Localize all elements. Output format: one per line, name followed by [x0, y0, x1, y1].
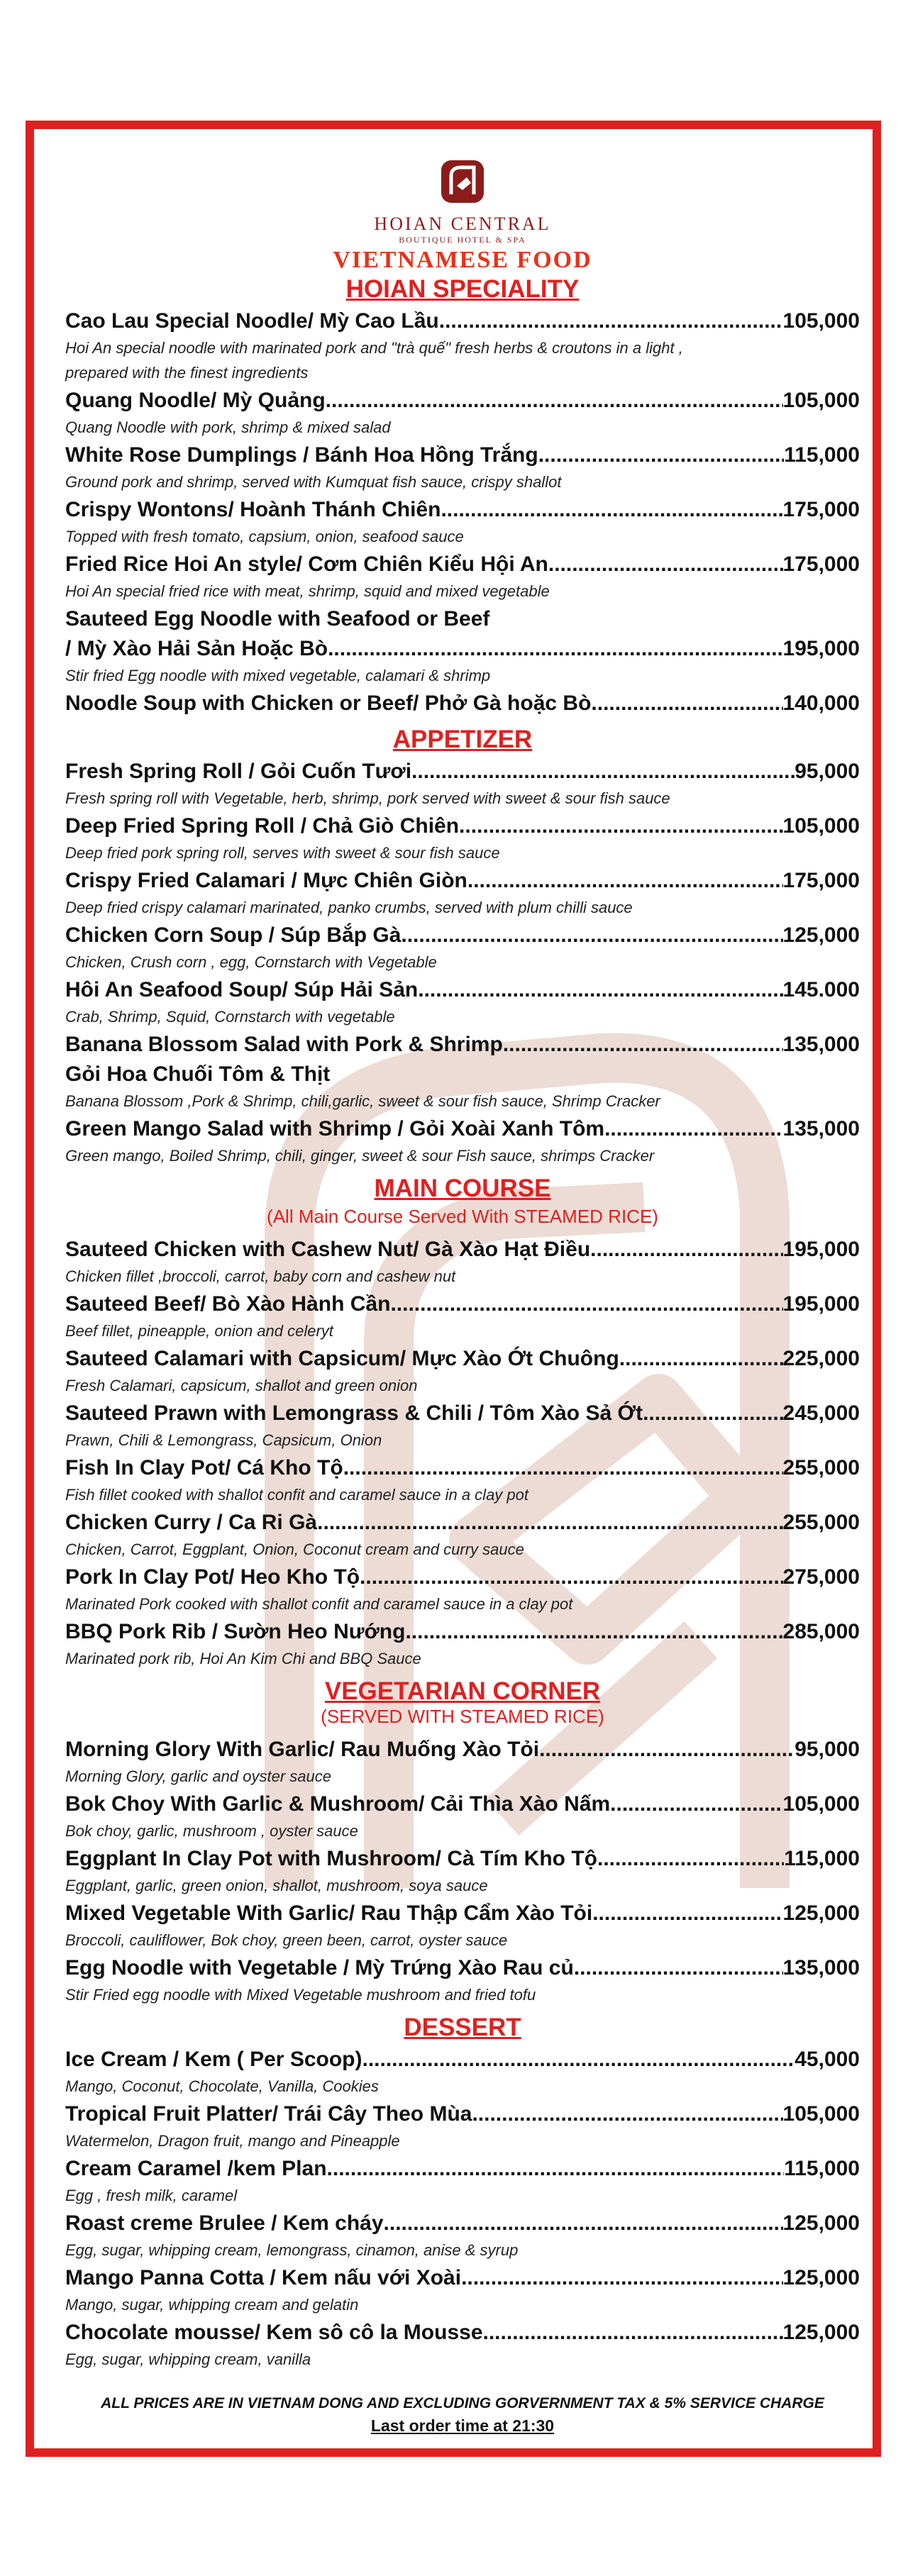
menu-item-description: Crab, Shrimp, Squid, Cornstarch with vegetable — [65, 1008, 395, 1026]
menu-item-description: Green mango, Boiled Shrimp, chili, ginger, sweet & sour Fish sauce, shrimps Cracker — [65, 1147, 655, 1165]
section-title-dessert: DESSERT — [404, 2014, 521, 2041]
menu-item-description: Deep fried crispy calamari marinated, panko crumbs, served with plum chilli sauce — [65, 899, 633, 916]
menu-item-description: Marinated Pork cooked with shallot confit and caramel sauce in a clay pot — [65, 1595, 573, 1613]
menu-item-description: Broccoli, cauliflower, Bok choy, green been, carrot, oyster sauce — [65, 1931, 508, 1949]
menu-item-name: Green Mango Salad with Shrimp / Gỏi Xoài Xanh Tôm — [65, 1117, 605, 1140]
menu-item-description: Bok choy, garlic, mushroom , oyster sauce — [65, 1822, 358, 1840]
menu-item-row — [65, 1617, 860, 1647]
menu-item-row — [65, 495, 860, 525]
menu-item-description: prepared with the finest ingredients — [65, 364, 309, 382]
menu-item-price: 245,000 — [782, 1401, 860, 1425]
dot-leader — [472, 2099, 782, 2129]
menu-item-row — [65, 2263, 860, 2293]
menu-item-description: Prawn, Chili & Lemongrass, Capsicum, Onion — [65, 1431, 382, 1449]
menu-item — [65, 1789, 860, 1843]
menu-item — [65, 1562, 860, 1616]
menu-item-price: 115,000 — [784, 1847, 860, 1870]
menu-item-name: Sauteed Prawn with Lemongrass & Chili / Tôm Xào Sả Ớt — [65, 1401, 643, 1425]
menu-item — [65, 1399, 860, 1452]
dot-leader — [592, 1899, 782, 1928]
menu-item-row — [65, 306, 860, 336]
menu-item — [65, 1508, 860, 1561]
section-main-course — [65, 1235, 860, 1670]
menu-item-price: 125,000 — [782, 2321, 860, 2344]
menu-item-row — [65, 975, 860, 1005]
menu-item-description: Eggplant, garlic, green onion, shallot, mushroom, soya sauce — [65, 1877, 488, 1894]
menu-item-name: Banana Blossom Salad with Pork & Shrimp — [65, 1033, 503, 1056]
menu-item-row — [65, 757, 860, 787]
dot-leader — [384, 2209, 783, 2238]
menu-item-price: 105,000 — [782, 1792, 860, 1816]
menu-item — [65, 689, 860, 718]
menu-item-row — [65, 1344, 860, 1374]
menu-item — [65, 1899, 860, 1952]
menu-item-price: 175,000 — [782, 498, 860, 521]
menu-item-price: 225,000 — [782, 1347, 860, 1370]
dot-leader — [317, 1508, 782, 1538]
menu-item-price: 285,000 — [782, 1620, 860, 1643]
section-title-appetizer: APPETIZER — [392, 726, 533, 753]
dot-leader — [439, 306, 783, 336]
dot-leader — [411, 757, 794, 787]
menu-item-price: 115,000 — [784, 443, 860, 467]
menu-item-description: Egg, sugar, whipping cream, vanilla — [65, 2350, 311, 2368]
dot-leader — [548, 550, 783, 579]
dot-leader — [467, 866, 783, 896]
menu-item-name: Sauteed Calamari with Capsicum/ Mực Xào Ớt Chuông — [65, 1347, 619, 1370]
logo — [65, 155, 860, 274]
dot-leader — [591, 689, 782, 718]
menu-item-description: Stir fried Egg noodle with mixed vegetable, calamari & shrimp — [65, 667, 491, 684]
menu-item — [65, 2154, 860, 2207]
menu-item — [65, 1344, 860, 1397]
dot-leader — [326, 386, 783, 416]
menu-item-price: 95,000 — [794, 760, 860, 783]
section-appetizer — [65, 757, 860, 1167]
footer-last-order: Last order time at 21:30 — [370, 2416, 555, 2435]
menu-item — [65, 866, 860, 919]
menu-item-row — [65, 1289, 860, 1319]
menu-item-description: Egg, sugar, whipping cream, lemongrass, cinamon, anise & syrup — [65, 2241, 519, 2259]
menu-item-name: Sauteed Egg Noodle with Seafood or Beef — [65, 607, 490, 631]
menu-item-name: Bok Choy With Garlic & Mushroom/ Cải Thìa Xào Nấm — [65, 1792, 611, 1816]
menu-item-description: Hoi An special noodle with marinated pork and "trà quế" fresh herbs & croutons in a light , — [65, 339, 683, 357]
menu-item-price: 255,000 — [782, 1456, 860, 1479]
menu-item-row — [65, 550, 860, 579]
menu-item-price: 125,000 — [782, 1902, 860, 1925]
menu-item-description: Banana Blossom ,Pork & Shrimp, chili,garlic, sweet & sour fish sauce, Shrimp Cracker — [65, 1092, 660, 1110]
menu-item — [65, 1953, 860, 2006]
section-vegetarian — [65, 1735, 860, 2006]
menu-item-price: 145.000 — [782, 978, 860, 1001]
menu-item — [65, 975, 860, 1028]
menu-item-description: Egg , fresh milk, caramel — [65, 2187, 238, 2204]
menu-item-price: 175,000 — [782, 869, 860, 892]
menu-item-description: Mango, Coconut, Chocolate, Vanilla, Cookies — [65, 2077, 379, 2095]
menu-item-name: Deep Fried Spring Roll / Chả Giò Chiên — [65, 814, 460, 838]
menu-item — [65, 1453, 860, 1506]
dot-leader — [441, 495, 782, 525]
menu-item-name: Crispy Fried Calamari / Mực Chiên Giòn — [65, 869, 467, 892]
menu-item-description: Chicken, Crush corn , egg, Cornstarch with Vegetable — [65, 953, 437, 971]
section-title-speciality: HOIAN SPECIALITY — [345, 275, 580, 303]
menu-item-row — [65, 1844, 860, 1874]
brand-name: HOIAN CENTRAL — [374, 213, 551, 234]
menu-item-name: Cao Lau Special Noodle/ Mỳ Cao Lầu — [65, 309, 439, 333]
dot-leader — [619, 1344, 783, 1374]
menu-item-row — [65, 1399, 860, 1428]
menu-item-name: Mixed Vegetable With Garlic/ Rau Thập Cẩm Xào Tỏi — [65, 1902, 593, 1925]
menu-item-name: Chicken Corn Soup / Súp Bắp Gà — [65, 923, 402, 947]
section-speciality — [65, 306, 860, 718]
menu-item — [65, 1844, 860, 1897]
menu-item-name: Fresh Spring Roll / Gỏi Cuốn Tươi — [65, 760, 412, 783]
menu-item-row — [65, 689, 860, 718]
menu-item-name: Roast creme Brulee / Kem cháy — [65, 2211, 384, 2235]
menu-item-price: 125,000 — [782, 2266, 860, 2289]
menu-item-description: Fresh Calamari, capsicum, shallot and green onion — [65, 1377, 418, 1394]
dot-leader — [459, 811, 783, 841]
menu-item — [65, 2099, 860, 2153]
section-note-main-course: (All Main Course Served With STEAMED RICE) — [267, 1206, 658, 1227]
menu-item-name: Pork In Clay Pot/ Heo Kho Tộ — [65, 1565, 360, 1589]
menu-item — [65, 2209, 860, 2262]
menu-item-name: White Rose Dumplings / Bánh Hoa Hồng Trắng — [65, 443, 538, 467]
menu-item-row — [65, 1953, 860, 1983]
menu-item-description: Chicken fillet ,broccoli, carrot, baby corn and cashew nut — [65, 1267, 456, 1285]
section-title-vegetarian: VEGETARIAN CORNER — [324, 1677, 601, 1705]
menu-item-row — [65, 634, 860, 664]
dot-leader — [327, 2154, 785, 2184]
menu-item-price: 135,000 — [782, 1033, 860, 1056]
dot-leader — [483, 2318, 783, 2348]
menu-item-row — [65, 1508, 860, 1538]
menu-item-name: Chicken Curry / Ca Ri Gà — [65, 1511, 318, 1534]
dot-leader — [390, 1289, 782, 1319]
menu-item-description: Quang Noodle with pork, shrimp & mixed salad — [65, 418, 391, 436]
menu-item-description: Morning Glory, garlic and oyster sauce — [65, 1767, 331, 1785]
menu-item-description: Ground pork and shrimp, served with Kumquat fish sauce, crispy shallot — [65, 473, 562, 491]
menu-item-price: 275,000 — [782, 1565, 860, 1589]
menu-item — [65, 2263, 860, 2316]
menu-item-name: Mango Panna Cotta / Kem nấu với Xoài — [65, 2266, 462, 2289]
dot-leader — [597, 1844, 784, 1874]
menu-title: VIETNAMESE FOOD — [333, 247, 592, 273]
menu-item-row — [65, 866, 860, 896]
dot-leader — [503, 1030, 783, 1060]
menu-item-price: 125,000 — [782, 2211, 860, 2235]
menu-item-name: / Mỳ Xào Hải Sản Hoặc Bò — [65, 637, 328, 660]
menu-item-price: 125,000 — [782, 923, 860, 947]
menu-item-name: Morning Glory With Garlic/ Rau Muống Xào Tỏi — [65, 1738, 540, 1761]
menu-item — [65, 2045, 860, 2098]
menu-item — [65, 757, 860, 810]
menu-item-name: BBQ Pork Rib / Sườn Heo Nướng — [65, 1620, 406, 1643]
menu-content — [65, 155, 860, 2436]
menu-item-name: Sauteed Chicken with Cashew Nut/ Gà Xào Hạt Điều — [65, 1238, 591, 1261]
menu-item-price: 135,000 — [782, 1117, 860, 1140]
menu-item-name: Cream Caramel /kem Plan — [65, 2157, 327, 2180]
menu-item — [65, 495, 860, 548]
dot-leader — [360, 1562, 783, 1592]
menu-item-name: Fish In Clay Pot/ Cá Kho Tộ — [65, 1456, 343, 1479]
dot-leader — [610, 1789, 782, 1819]
menu-item-price: 195,000 — [782, 1238, 860, 1261]
menu-item — [65, 1289, 860, 1343]
dot-leader — [461, 2263, 782, 2293]
dot-leader — [343, 1453, 783, 1483]
menu-item-name: Sauteed Beef/ Bò Xào Hành Cần — [65, 1292, 391, 1316]
menu-item-row — [65, 440, 860, 470]
menu-item-name: Ice Cream / Kem ( Per Scoop) — [65, 2048, 362, 2071]
dot-leader — [538, 440, 785, 470]
menu-item — [65, 1114, 860, 1167]
menu-item-row — [65, 921, 860, 950]
menu-item — [65, 306, 860, 384]
menu-item — [65, 1235, 860, 1288]
menu-item-name: Crispy Wontons/ Hoành Thánh Chiên — [65, 498, 441, 521]
footer-tax-note: ALL PRICES ARE IN VIETNAM DONG AND EXCLUDING GORVERNMENT TAX & 5% SERVICE CHARGE — [101, 2395, 824, 2411]
menu-item — [65, 811, 860, 865]
menu-item-name: Eggplant In Clay Pot with Mushroom/ Cà Tím Kho Tộ — [65, 1847, 597, 1870]
menu-item-price: 135,000 — [782, 1956, 860, 1980]
menu-item-row — [65, 2209, 860, 2238]
dot-leader — [362, 2045, 794, 2075]
menu-item-price: 195,000 — [782, 1292, 860, 1316]
menu-item-row — [65, 1562, 860, 1592]
menu-item — [65, 921, 860, 974]
dot-leader — [590, 1235, 782, 1265]
section-note-vegetarian: (SERVED WITH STEAMED RICE) — [321, 1706, 604, 1727]
dot-leader — [328, 634, 782, 664]
menu-item-row — [65, 1235, 860, 1265]
menu-item-name: Chocolate mousse/ Kem sô cô la Mousse — [65, 2321, 483, 2344]
menu-item-price: 105,000 — [782, 2102, 860, 2126]
dot-leader — [539, 1735, 794, 1765]
menu-item-description: Beef fillet, pineapple, onion and celeryt — [65, 1322, 333, 1340]
menu-item-price: 105,000 — [782, 389, 860, 412]
brand-subtitle: BOUTIQUE HOTEL & SPA — [399, 235, 526, 245]
dot-leader — [604, 1114, 782, 1144]
menu-item-row — [65, 386, 860, 416]
menu-item-row — [65, 2318, 860, 2348]
menu-item-price: 105,000 — [782, 814, 860, 838]
menu-item-row — [65, 2045, 860, 2075]
menu-item-description: Watermelon, Dragon fruit, mango and Pineapple — [65, 2132, 400, 2150]
section-dessert — [65, 2045, 860, 2371]
menu-item-row — [65, 811, 860, 841]
menu-item-row — [65, 1789, 860, 1819]
menu-item-price: 255,000 — [782, 1511, 860, 1534]
menu-item-row — [65, 2099, 860, 2129]
dot-leader — [574, 1953, 783, 1983]
menu-item — [65, 1030, 860, 1113]
menu-item-name: Tropical Fruit Platter/ Trái Cây Theo Mùa — [65, 2102, 472, 2126]
menu-item-price: 195,000 — [782, 637, 860, 660]
menu-item-price: 115,000 — [784, 2157, 860, 2180]
menu-item — [65, 604, 860, 687]
menu-item-name: Noodle Soup with Chicken or Beef/ Phở Gà hoặc Bò — [65, 692, 592, 715]
menu-item-description: Chicken, Carrot, Eggplant, Onion, Coconut cream and curry sauce — [65, 1540, 524, 1558]
menu-item-price: 140,000 — [782, 692, 860, 715]
dot-leader — [401, 921, 782, 950]
menu-item-description: Fresh spring roll with Vegetable, herb, shrimp, pork served with sweet & sour fish sauce — [65, 789, 670, 807]
menu-item — [65, 1735, 860, 1788]
menu-item-price: 175,000 — [782, 553, 860, 576]
menu-item-description: Marinated pork rib, Hoi An Kim Chi and BBQ Sauce — [65, 1650, 421, 1667]
menu-item-row — [65, 1899, 860, 1928]
menu-item-price: 95,000 — [794, 1738, 860, 1761]
menu-item-description: Mango, sugar, whipping cream and gelatin — [65, 2296, 359, 2314]
menu-item-name: Quang Noodle/ Mỳ Quảng — [65, 389, 326, 412]
menu-item-description: Topped with fresh tomato, capsium, onion, seafood sauce — [65, 528, 464, 545]
menu-item-description: Hoi An special fried rice with meat, shrimp, squid and mixed vegetable — [65, 582, 550, 600]
menu-frame — [26, 121, 881, 2457]
menu-item-name: Gỏi Hoa Chuối Tôm & Thịt — [65, 1062, 331, 1086]
menu-item-price: 105,000 — [782, 309, 860, 333]
dot-leader — [405, 1617, 782, 1647]
hoian-central-logo-icon — [436, 155, 489, 209]
menu-item — [65, 1617, 860, 1670]
menu-item-row — [65, 2154, 860, 2184]
menu-item-name: Hôi An Seafood Soup/ Súp Hải Sản — [65, 978, 419, 1001]
menu-item-description: Deep fried pork spring roll, serves with sweet & sour fish sauce — [65, 844, 500, 862]
menu-item-price: 45,000 — [794, 2048, 860, 2071]
menu-item-row — [65, 1735, 860, 1765]
menu-item-description: Fish fillet cooked with shallot confit and caramel sauce in a clay pot — [65, 1486, 528, 1504]
menu-item — [65, 550, 860, 603]
section-title-main-course: MAIN COURSE — [374, 1175, 551, 1202]
menu-item — [65, 440, 860, 494]
menu-item-row — [65, 1030, 860, 1060]
dot-leader — [643, 1399, 782, 1428]
menu-item-name: Egg Noodle with Vegetable / Mỳ Trứng Xào Rau củ — [65, 1956, 574, 1980]
menu-item — [65, 386, 860, 439]
menu-item-row — [65, 1453, 860, 1483]
dot-leader — [418, 975, 782, 1005]
menu-item — [65, 2318, 860, 2371]
menu-item-row — [65, 1114, 860, 1144]
menu-item-name: Fried Rice Hoi An style/ Cơm Chiên Kiểu Hội An — [65, 553, 548, 576]
menu-item-description: Stir Fried egg noodle with Mixed Vegetable mushroom and fried tofu — [65, 1986, 536, 2004]
